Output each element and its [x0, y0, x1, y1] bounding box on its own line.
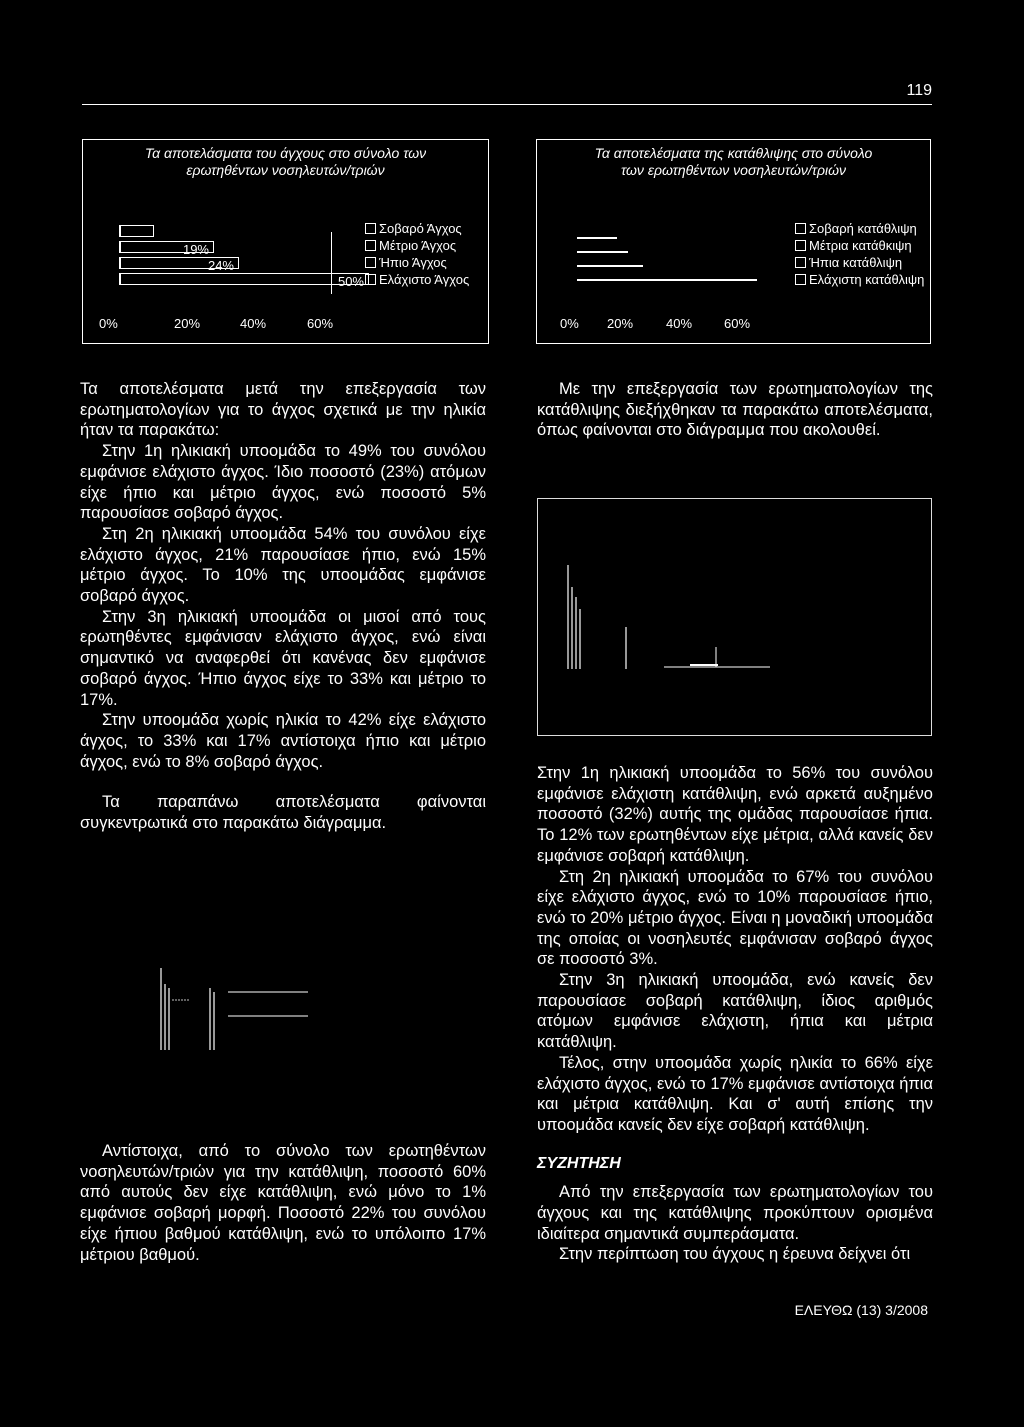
- legend-swatch: [365, 223, 376, 234]
- paragraph: Τα αποτελέσματα μετά την επεξεργασία των ερωτηματολογίων για το άγχος σχετικά με την ηλικία ήταν τα παρακάτω:: [80, 380, 486, 440]
- bar-value-label: 50%: [337, 274, 364, 289]
- legend-item: Σοβαρή κατάθλιψη: [795, 220, 924, 237]
- depression-chart-title: [537, 145, 930, 179]
- paragraph: Τα παραπάνω αποτελέσματα φαίνονται συγκεντρωτικά στο παρακάτω διάγραμμα.: [80, 793, 486, 833]
- legend-item: Ήπιο Άγχος: [365, 254, 469, 271]
- legend-swatch: [795, 274, 806, 285]
- legend-item: Μέτρια κατάθκιψη: [795, 237, 924, 254]
- depression-chart-title-line2: των ερωτηθέντων νοσηλευτών/τριών: [620, 162, 847, 178]
- page-number: 119: [906, 82, 932, 99]
- depression-bars: [577, 232, 757, 292]
- anxiety-age-figure-marks: [80, 868, 483, 1118]
- bar-μέτρια-κατάθκιψη: [577, 251, 628, 253]
- paragraph: Στην υποομάδα χωρίς ηλικία το 42% είχε ελάχιστο άγχος, το 33% και 17% αντίστοιχα ήπιο και μέτριο άγχος, ενώ το 8% σοβαρό άγχος.: [80, 711, 486, 771]
- left-column: [80, 379, 486, 834]
- legend-item: Μέτριο Άγχος: [365, 237, 469, 254]
- paragraph: Στη 2η ηλικιακή υποομάδα 54% του συνόλου είχε ελάχιστο άγχος, 21% παρουσίασε ήπιο, ενώ 15% μέτριο άγχος. Το 10% της υποομάδας εμφάνισε σοβαρό άγχος.: [80, 524, 486, 606]
- depression-age-figure: [537, 498, 932, 736]
- paragraph: Αντίστοιχα, από το σύνολο των ερωτηθέντων νοσηλευτών/τριών για την κατάθλιψη, ποσοστό 60% από αυτούς δεν είχε κατάθλιψη, ενώ μόνο το 1% εμφάνισε σοβαρή μορφή. Ποσοστό 22% του συνόλου είχε ήπιου βαθμού κατάθλιψη, ενώ το υπόλοιπο 17% μέτριου βαθμού.: [80, 1142, 486, 1264]
- bar-value-label: 19%: [182, 242, 209, 257]
- paragraph: Στην 3η ηλικιακή υποομάδα οι μισοί από τους ερωτηθέντες εμφάνισαν ελάχιστο άγχος, ενώ είναι σημαντικό να αναφερθεί ότι κανένας δεν εμφάνισε σοβαρό άγχος. Ήπιο άγχος είχε το 33% και μέτριο το 17%.: [80, 607, 486, 709]
- axis-tick: 40%: [240, 316, 267, 331]
- bar-σοβαρή-κατάθλιψη: [577, 237, 617, 239]
- depression-chart-title-line1: Τα αποτελέσματα της κατάθλιψης στο σύνολο: [594, 145, 873, 161]
- depression-age-figure-marks: [538, 499, 931, 735]
- axis-tick: 20%: [174, 316, 201, 331]
- anxiety-chart-title: [83, 145, 488, 179]
- paragraph: Στην περίπτωση του άγχους η έρευνα δείχνει ότι: [559, 1245, 911, 1264]
- legend-item: Ελάχιστο Άγχος: [365, 271, 469, 288]
- legend-swatch: [365, 240, 376, 251]
- legend-item: Ελάχιστη κατάθλιψη: [795, 271, 924, 288]
- anxiety-age-figure: [80, 868, 483, 1118]
- anxiety-legend: [365, 220, 469, 288]
- legend-swatch: [795, 223, 806, 234]
- paragraph: Στην 1η ηλικιακή υποομάδα το 49% του συνόλου εμφάνισε ελάχιστο άγχος. Ίδιο ποσοστό (23%) ατόμων είχε ήπιο και μέτριο άγχος, ενώ ποσοστό 5% παρουσίασε σοβαρό άγχος.: [80, 442, 486, 523]
- anxiety-bars: [119, 225, 379, 295]
- section-heading: ΣΥΖΗΤΗΣΗ: [537, 1154, 621, 1172]
- bar-σοβαρό-άγχος: [119, 225, 154, 237]
- right-column: [537, 763, 933, 1265]
- axis-tick: 0%: [99, 316, 118, 331]
- paragraph: Στη 2η ηλικιακή υποομάδα το 67% του συνόλου είχε ελάχιστο άγχος, ενώ το 10% παρουσίασε ήπιο, ενώ το 20% μέτριο άγχος. Είναι η μοναδική υποομάδα της οποίας οι νοσηλευτές εμφάνισαν σοβαρό άγχος σε ποσοστό 3%.: [537, 867, 933, 969]
- paragraph: Τέλος, στην υποομάδα χωρίς ηλικία το 66% είχε ελάχιστο άγχος, ενώ το 17% εμφάνισε αντίστοιχα ήπια και μέτρια κατάθλιψη. Και σ' αυτή επίσης την υποομάδα κανείς δεν είχε σοβαρή κατάθλιψη.: [537, 1053, 933, 1134]
- legend-swatch: [365, 274, 376, 285]
- right-intro: [537, 379, 933, 441]
- anxiety-chart-title-line1: Τα αποτελάσματα του άγχους στο σύνολο των: [144, 145, 427, 161]
- journal-footer: ΕΛΕΥΘΩ (13) 3/2008: [794, 1302, 928, 1318]
- legend-item: Ήπια κατάθλιψη: [795, 254, 924, 271]
- legend-swatch: [795, 257, 806, 268]
- axis-tick: 60%: [724, 316, 751, 331]
- paragraph: Στην 1η ηλικιακή υποομάδα το 56% του συνόλου εμφάνισε ελάχιστη κατάθλιψη, ενώ αρκετά αυξημένο ποσοστό (32%) αυτής της ομάδας παρουσίασε ήπια. Το 12% των ερωτηθέντων είχε μέτρια, αλλά κανείς δεν εμφάνισε σοβαρή κατάθλιψη.: [537, 764, 933, 865]
- axis-tick: 20%: [607, 316, 634, 331]
- legend-item: Σοβαρό Άγχος: [365, 220, 469, 237]
- anxiety-chart-title-line2: ερωτηθέντων νοσηλευτών/τριών: [186, 162, 385, 178]
- axis-tick: 40%: [666, 316, 693, 331]
- bar-value-label: 24%: [207, 258, 234, 273]
- bar-ήπια-κατάθλιψη: [577, 265, 643, 267]
- depression-chart: [536, 139, 931, 344]
- paragraph: Στην 3η ηλικιακή υποομάδα, ενώ κανείς δεν παρουσίασε σοβαρή κατάθλιψη, ίδιος αριθμός ατόμων εμφάνισε ελάχιστη, ήπια και μέτρια κατάθλιψη.: [537, 971, 933, 1052]
- axis-tick: 60%: [307, 316, 334, 331]
- axis-tick: 0%: [560, 316, 579, 331]
- legend-swatch: [795, 240, 806, 251]
- bar-ήπιο-άγχος: [119, 257, 239, 273]
- bar-μέτριο-άγχος: [119, 241, 214, 257]
- anxiety-legend-divider: [331, 232, 332, 294]
- paragraph: Από την επεξεργασία των ερωτηματολογίων του άγχους και της κατάθλιψης προκύπτουν ορισμένα ιδιαίτερα σημαντικά συμπεράσματα.: [537, 1183, 933, 1243]
- left-bottom-text: [80, 1141, 486, 1265]
- depression-legend: [795, 220, 924, 288]
- bar-ελάχιστη-κατάθλιψη: [577, 279, 757, 281]
- header-rule: [82, 104, 932, 105]
- paragraph: Με την επεξεργασία των ερωτηματολογίων της κατάθλιψης διεξήχθηκαν τα παρακάτω αποτελέσματα, όπως φαίνονται στο διάγραμμα που ακολουθεί.: [537, 380, 933, 440]
- legend-swatch: [365, 257, 376, 268]
- anxiety-chart: [82, 139, 489, 344]
